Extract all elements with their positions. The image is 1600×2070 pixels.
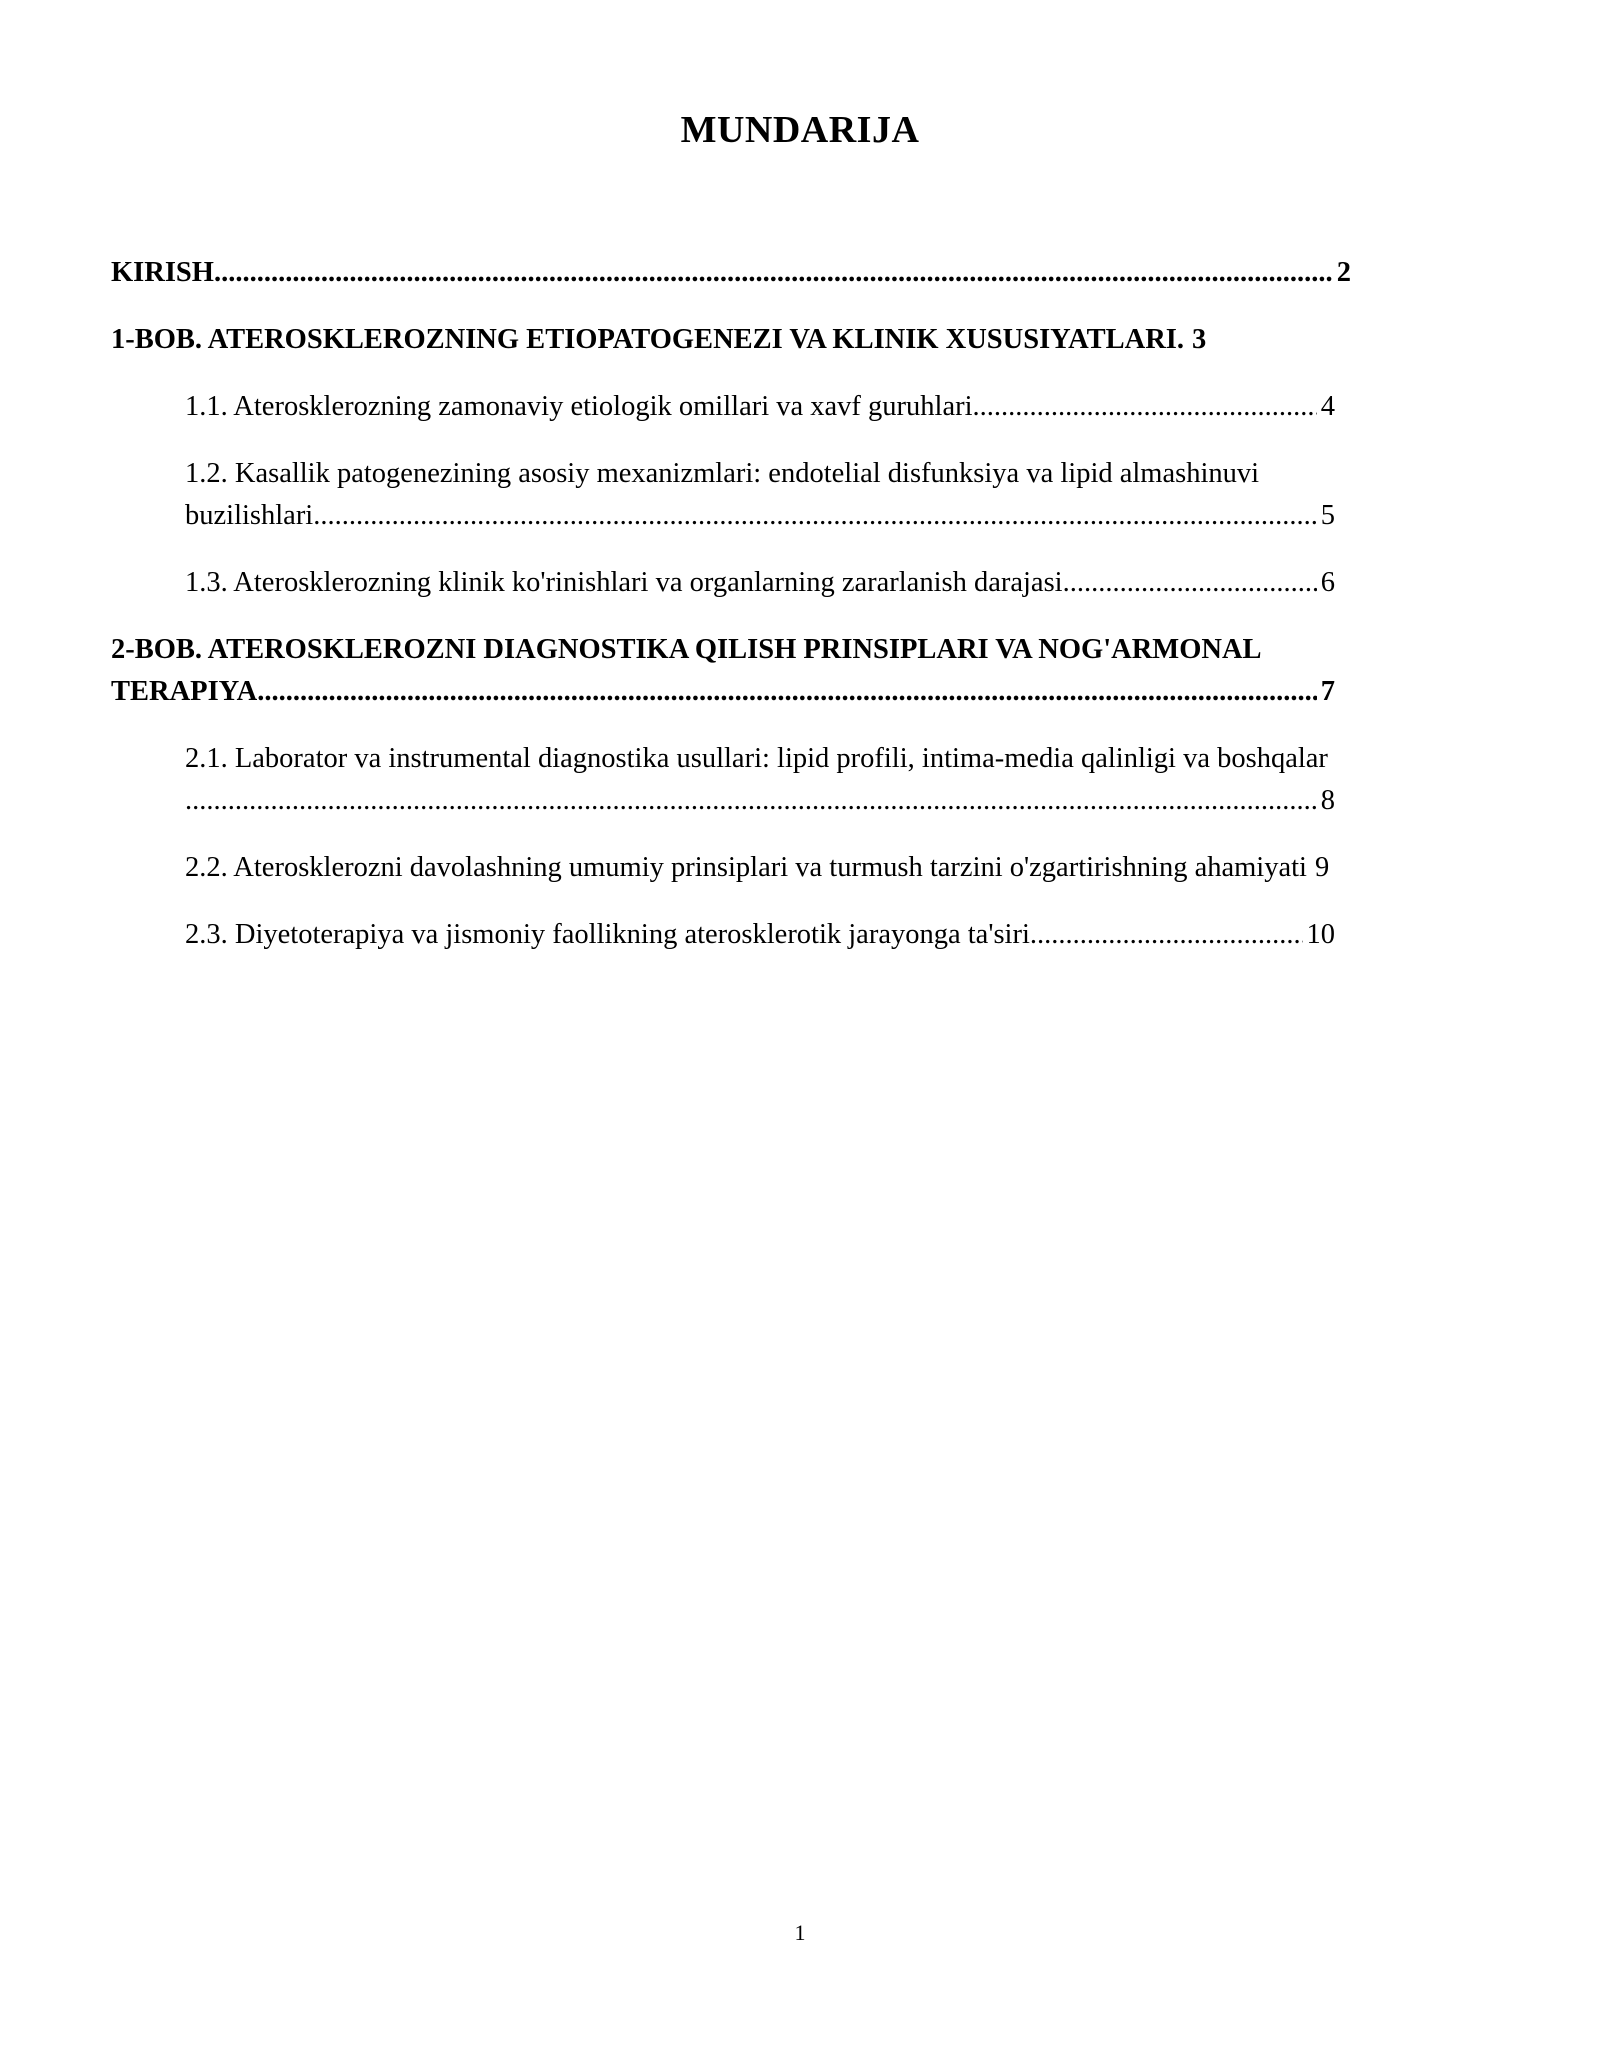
toc-entry-title: 1.1. Aterosklerozning zamonaviy etiologik omillari va xavf guruhlari xyxy=(185,391,973,422)
toc-entry-section-2-3[interactable] xyxy=(111,914,1351,956)
dot-leader xyxy=(973,386,1317,428)
toc-page-number: 5 xyxy=(1320,500,1335,531)
toc-entry-section-1-2[interactable] xyxy=(111,453,1351,537)
toc-page-number: 2 xyxy=(1336,257,1351,288)
toc-page-number: 4 xyxy=(1320,391,1335,422)
dot-leader xyxy=(1063,562,1317,604)
dot-leader xyxy=(313,495,1317,537)
dot-leader xyxy=(185,780,1317,822)
page-number: 1 xyxy=(794,1920,806,1945)
toc-entry-title: KIRISH xyxy=(111,257,214,288)
toc-entry-chapter-2[interactable] xyxy=(111,629,1351,713)
toc-entry-title: 1.2. Kasallik patogenezining asosiy mexanizmlari: endotelial disfunksiya va lipid almashinuvi xyxy=(185,458,1260,489)
toc-entry-introduction[interactable] xyxy=(111,252,1351,294)
dot-leader xyxy=(1030,914,1303,956)
toc-entry-chapter-1[interactable] xyxy=(111,319,1351,361)
toc-entry-section-1-3[interactable] xyxy=(111,562,1351,604)
toc-entry-section-2-1[interactable] xyxy=(111,738,1351,822)
toc-entry-title: 1-BOB. ATEROSKLEROZNING ETIOPATOGENEZI VA KLINIK XUSUSIYATLARI. xyxy=(111,324,1185,355)
toc-page-number: 6 xyxy=(1320,567,1335,598)
toc-page-number: 8 xyxy=(1320,785,1335,816)
toc-entry-title: 2.1. Laborator va instrumental diagnostika usullari: lipid profili, intima-media qalinligi va boshqalar xyxy=(185,743,1328,774)
toc-entry-title-continued: TERAPIYA xyxy=(111,676,258,707)
toc-page-number: 7 xyxy=(1320,676,1335,707)
dot-leader xyxy=(257,671,1317,713)
toc-entry-title: 2.3. Diyetoterapiya va jismoniy faollikning aterosklerotik jarayonga ta'siri xyxy=(185,919,1030,950)
toc-entry-title: 2-BOB. ATEROSKLEROZNI DIAGNOSTIKA QILISH PRINSIPLARI VA NOG'ARMONAL xyxy=(111,634,1262,665)
toc-page-number: 10 xyxy=(1306,919,1335,950)
table-of-contents xyxy=(111,252,1351,956)
toc-entry-section-2-2[interactable] xyxy=(111,847,1351,889)
toc-entry-title: 2.2. Aterosklerozni davolashning umumiy prinsiplari va turmush tarzini o'zgartirishning ahamiyati xyxy=(185,852,1307,883)
toc-entry-title: 1.3. Aterosklerozning klinik ko'rinishlari va organlarning zararlanish darajasi xyxy=(185,567,1063,598)
toc-entry-section-1-1[interactable] xyxy=(111,386,1351,428)
dot-leader xyxy=(214,252,1333,294)
toc-page-number: 9 xyxy=(1314,852,1330,883)
toc-page-number: 3 xyxy=(1192,324,1207,355)
page-title: MUNDARIJA xyxy=(680,109,920,151)
toc-entry-title-continued: buzilishlari xyxy=(185,500,314,531)
